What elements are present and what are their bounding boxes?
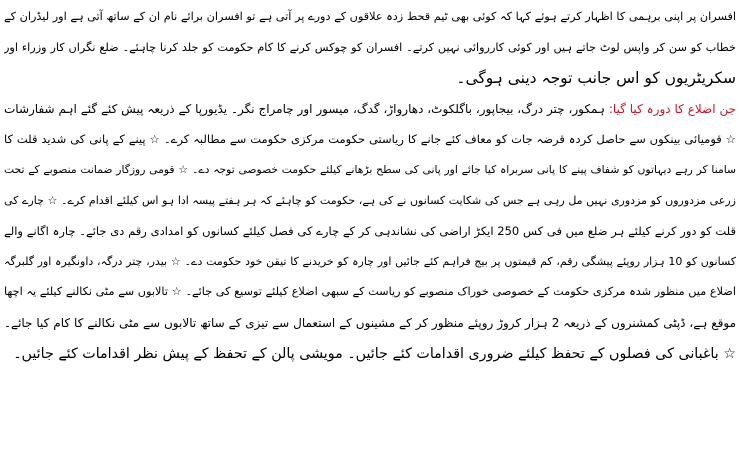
article-line — [4, 2, 736, 33]
article-line — [4, 308, 736, 339]
article-line — [4, 155, 736, 186]
line-text: موقع ہے، ڈپٹی کمشنروں کے ذریعہ 2 ہزار کروڑ روپئے منظور کر کے مشینوں کے استعمال سے تیزی کے ساتھ تالابوں سے مٹی نکالنے کا کام کیا جائے۔ — [4, 315, 736, 330]
line-text: افسران پر اپنی برہمی کا اظہار کرتے ہوئے کہا کہ کوئی بھی ٹیم قحط زدہ علاقوں کے دورے پر آتی ہے تو افسران برائے نام ان کے ساتھ آتی ہے اور لیڈران کے — [4, 10, 736, 23]
line-text: زرعی مزدوروں کو مزدوری نہیں مل رہی ہے جس کی شکایت کسانوں نے کی ہے، حکومت کو چاہئے کہ ہر ہفتے پیسہ ادا ہو اس کیلئے اقدام کرے۔ ☆ چارے کی — [4, 193, 736, 207]
line-text: ہمکور، چتر درگ، بیجاپور، باگلکوٹ، دھارواڑ، گدگ، میسور اور چامراج نگر۔ یڈیورپا کے ذریعہ پیش کئے گئے اہم شفارشات — [4, 101, 605, 116]
line-text: خطاب کو سن کر واپس لوٹ جاتے ہیں اور کوئی کارروائی نہیں کرتے۔ افسران کو چوکس کرنے کا کام حکومت کو جلد کرنا چاہئے۔ ضلع نگراں کار وزراء اور — [4, 40, 736, 54]
line-text: ☆ باغبانی کی فصلوں کے تحفظ کیلئے ضروری اقدامات کئے جائیں۔ مویشی پالن کے تحفظ کے پیش نظر اقدامات کئے جائیں۔ — [13, 345, 736, 362]
line-text: کسانوں کو 10 ہزار روپئے پیشگی رقم، کم قیمتوں پر بیج فراہم کئے جائیں اور چارہ کو خریدنے کا تیقن خود حکومت دے۔ ☆ بیدر، چتر درگہ، داونگیرہ اور گلبرگہ — [4, 254, 736, 268]
article-line — [4, 33, 736, 64]
line-text: قلت کو دور کرنے کیلئے ہر ضلع میں فی کس 250 ایکڑ اراضی کی نشاندہی کر کے چارے کی فصل کیلئے کسانوں کو امدادی رقم دی جائے۔ چارہ اگانے والے — [4, 224, 736, 239]
line-text: سامنا کر رہے دیہاتوں کو شفاف پینے کا پانی سربراہ کیا جائے اور پانی کی سطح بڑھانے کیلئے حکومت خصوصی توجہ دے۔ ☆ قومی روزگار ضمانت منصوبے کے تحت — [4, 162, 736, 176]
article-line — [4, 186, 736, 217]
line-text: ☆ قومیائی بینکوں سے حاصل کردہ قرضہ جات کو معاف کئے جانے کا ریاستی حکومت مرکزی حکومت سے مطالبہ کرے۔ ☆ پینے کے پانی کی شدید قلت کا — [4, 132, 736, 147]
article-line — [4, 124, 736, 155]
article-line — [4, 94, 736, 125]
section-heading: جن اضلاع کا دورہ کیا گیا: — [608, 101, 736, 116]
article-line — [4, 339, 736, 370]
line-text: سکریٹریوں کو اس جانب توجہ دینی ہوگی۔ — [456, 69, 736, 88]
article-line — [4, 247, 736, 278]
line-text: اضلاع میں منظور شدہ مرکزی حکومت کے خصوصی خوراک منصوبے کو ریاست کے سبھی اضلاع کیلئے توسیع کی جائے۔ ☆ تالابوں سے مٹی نکالنے کیلئے یہ اچھا — [4, 285, 736, 299]
article-line — [4, 216, 736, 247]
article-line — [4, 277, 736, 308]
article-line — [4, 63, 736, 94]
